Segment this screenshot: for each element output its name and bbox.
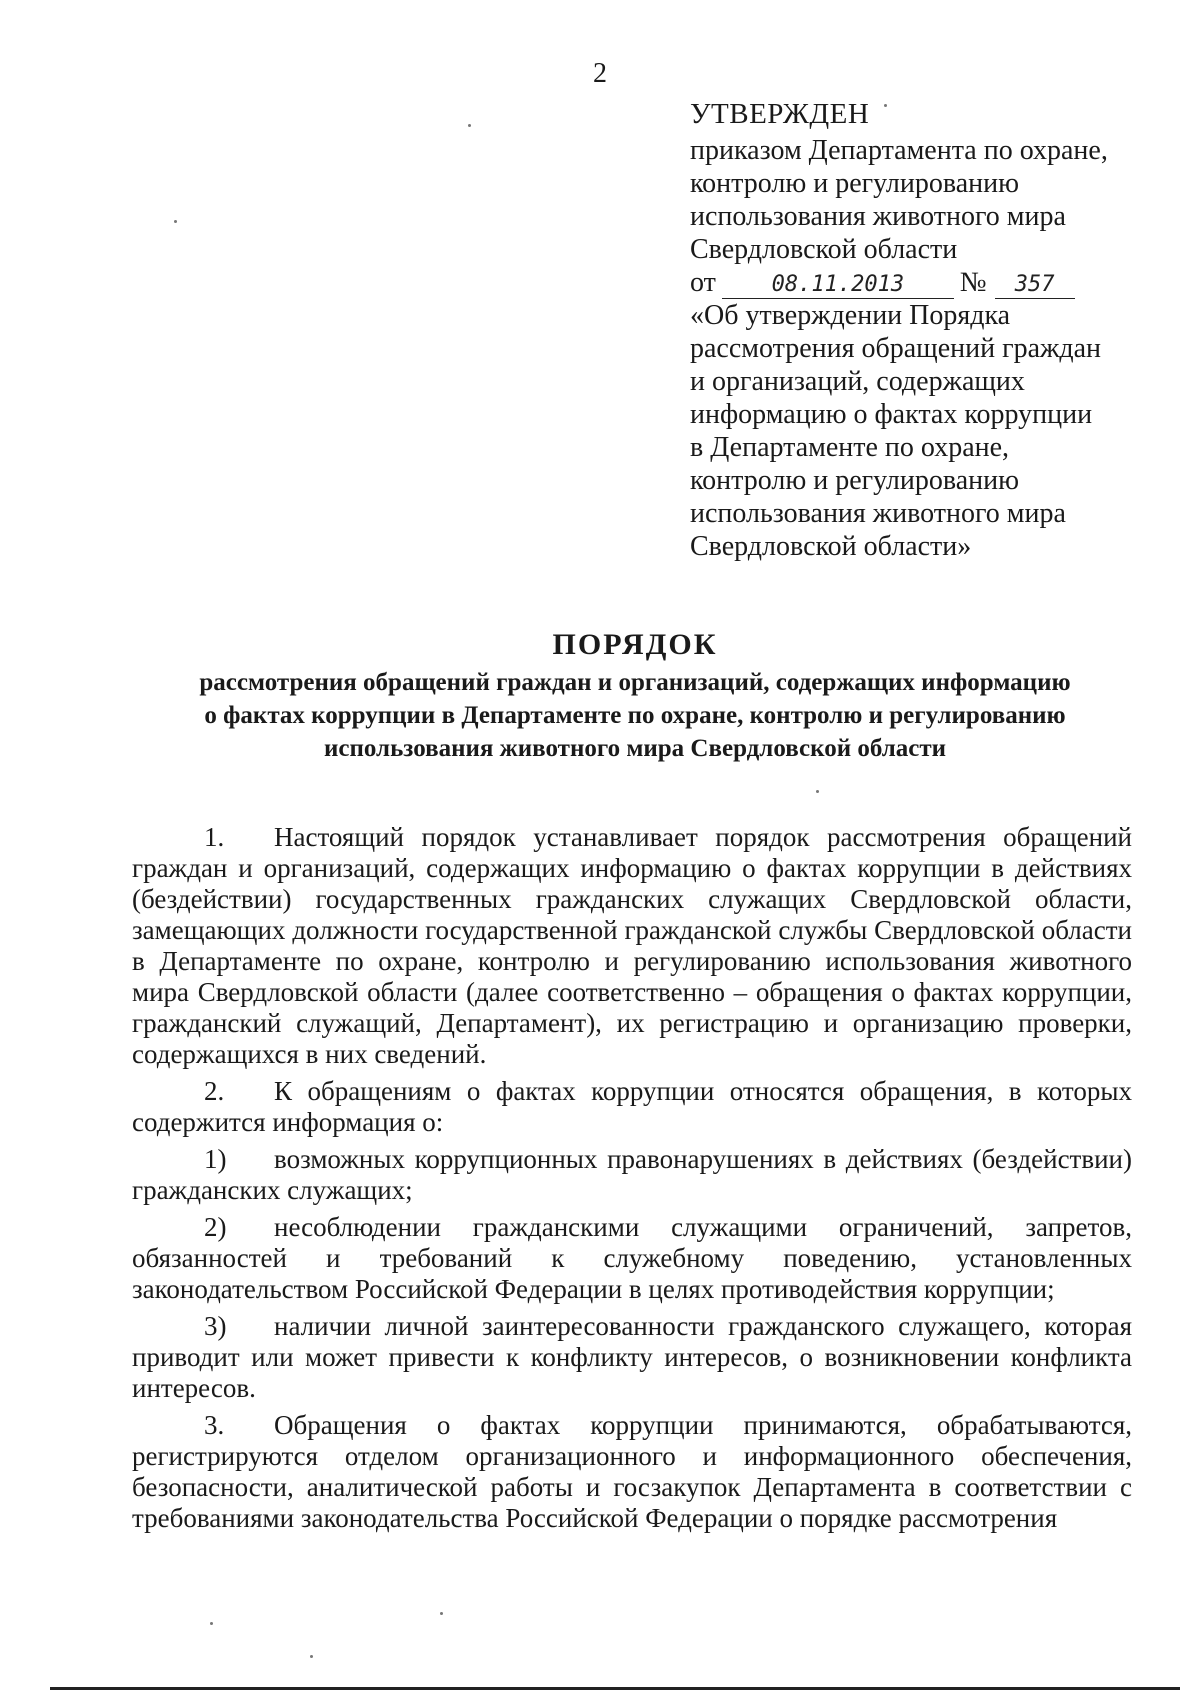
scan-speck xyxy=(816,790,819,793)
paragraph xyxy=(132,822,1132,1070)
subject-line: рассмотрения обращений граждан xyxy=(690,333,1102,364)
subject-line: и организаций, содержащих xyxy=(690,366,1025,397)
paragraph xyxy=(132,1212,1132,1305)
paragraph xyxy=(132,1144,1132,1206)
paragraph-text: Обращения о фактах коррупции принимаются, обрабатываются, регистрируются отделом организационного и информационного обеспечения, безопасности, аналитической работы и госзакупок Департамента в соответствии с требованиями законодательства Российской Федерации о порядке рассмотрения xyxy=(132,1410,1132,1533)
paragraph-text: К обращениям о фактах коррупции относятся обращения, в которых содержится информация о: xyxy=(132,1076,1132,1137)
paragraph-text: возможных коррупционных правонарушениях в действиях (бездействии) гражданских служащих; xyxy=(132,1144,1132,1205)
subitem-number: 3) xyxy=(204,1311,227,1341)
approval-heading: УТВЕРЖДЕН xyxy=(690,98,870,130)
approval-line: Свердловской области xyxy=(690,234,958,265)
approval-line: использования животного мира xyxy=(690,201,1066,232)
number-prefix: № xyxy=(959,267,987,298)
subject-line: «Об утверждении Порядка xyxy=(690,300,1011,331)
paragraph-text: Настоящий порядок устанавливает порядок рассмотрения обращений граждан и организаций, содержащих информацию о фактах коррупции в действиях (бездействии) государственных гражданских служащих Свердловской области, замещающих должности государственной гражданской службы Свердловской области в Департаменте по охране, контролю и регулированию использования животного мира Свердловской области (далее соответственно – обращения о фактах коррупции, гражданский служащий, Департамент), их регистрацию и организацию проверки, содержащихся в них сведений. xyxy=(132,822,1132,1069)
paragraph xyxy=(132,1311,1132,1404)
paragraph xyxy=(132,1410,1132,1534)
document-title: ПОРЯДОК xyxy=(552,628,718,661)
paragraph-number: 2. xyxy=(204,1076,225,1106)
approval-line: приказом Департамента по охране, xyxy=(690,135,1108,166)
document-title-block xyxy=(135,628,1135,765)
subject-line: в Департаменте по охране, xyxy=(690,432,1010,463)
order-date-number-row xyxy=(690,266,1160,299)
paragraph-number: 3. xyxy=(204,1410,225,1440)
scan-speck xyxy=(468,124,471,127)
scan-speck xyxy=(174,220,177,223)
subject-line: использования животного мира xyxy=(690,498,1066,529)
subject-line: информацию о фактах коррупции xyxy=(690,399,1093,430)
paragraph-number: 1. xyxy=(204,822,225,852)
page-number: 2 xyxy=(593,58,607,89)
paragraph-text: наличии личной заинтересованности гражданского служащего, которая приводит или может привести к конфликту интересов, о возникновении конфликта интересов. xyxy=(132,1311,1132,1403)
document-subtitle-line: рассмотрения обращений граждан и организаций, содержащих информацию xyxy=(199,669,1071,696)
subject-line: Свердловской области» xyxy=(690,531,972,562)
approval-line: контролю и регулированию xyxy=(690,168,1020,199)
paragraph xyxy=(132,1076,1132,1138)
order-number-handwritten: 357 xyxy=(995,272,1075,299)
document-subtitle-line: использования животного мира Свердловской области xyxy=(323,735,947,762)
scan-speck xyxy=(210,1622,213,1625)
document-subtitle-line: о фактах коррупции в Департаменте по охране, контролю и регулированию xyxy=(204,702,1066,729)
approval-stamp-block xyxy=(690,98,1160,563)
scan-edge-line xyxy=(50,1687,1180,1690)
scan-speck xyxy=(884,104,887,107)
scan-speck xyxy=(310,1655,313,1658)
order-date-handwritten: 08.11.2013 xyxy=(722,272,954,299)
subject-line: контролю и регулированию xyxy=(690,465,1020,496)
document-body xyxy=(132,822,1132,1540)
scan-speck xyxy=(440,1612,443,1615)
paragraph-text: несоблюдении гражданскими служащими ограничений, запретов, обязанностей и требований к служебному поведению, установленных законодательством Российской Федерации в целях противодействия коррупции; xyxy=(132,1212,1132,1304)
date-prefix: от xyxy=(690,267,716,298)
subitem-number: 2) xyxy=(204,1212,227,1242)
subitem-number: 1) xyxy=(204,1144,227,1174)
